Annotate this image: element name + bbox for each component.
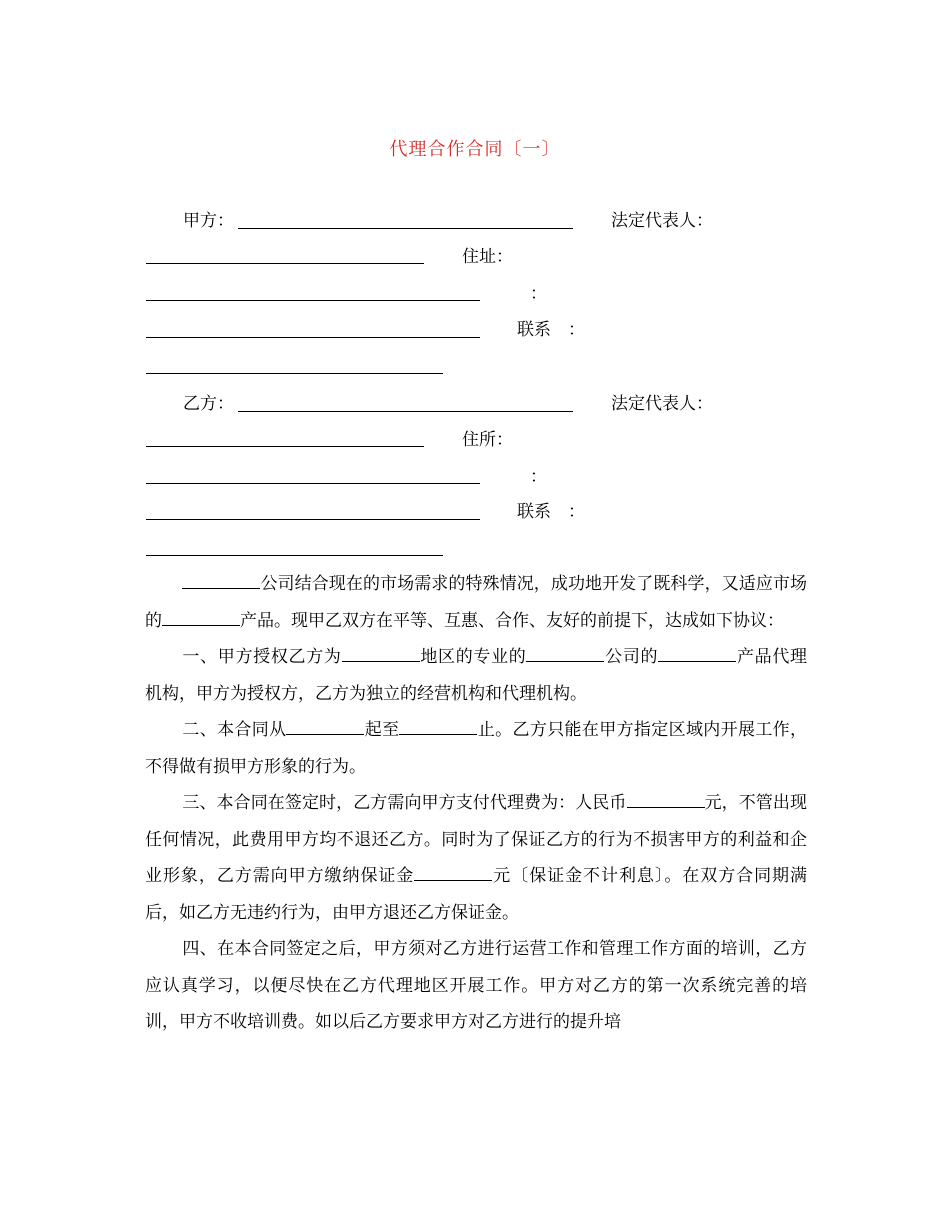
clause-3 (145, 785, 807, 931)
clause-1-text-d: 产品代理机构，甲方为授权方，乙方为独立的经营机构和代理机构。 (145, 647, 808, 704)
party-a-contact-blank (146, 373, 443, 374)
region-blank (342, 645, 420, 662)
clause-2-text-c: 止。乙方只能在甲方指定区域内开展工作，不得做有损甲方形象的行为。 (145, 720, 808, 777)
start-date-blank (286, 718, 364, 735)
intro-text-1: 公司结合现在的市场需求的特殊情况，成功地开发了既科学，又适应市场的 (145, 574, 807, 631)
intro-paragraph (145, 566, 807, 639)
clause-4: 四、在本合同签定之后，甲方须对乙方进行运营工作和管理工作方面的培训，乙方应认真学习，以便尽快在乙方代理地区开展工作。甲方对乙方的第一次系统完善的培训，甲方不收培训费。如以后乙方要求甲方对乙方进行的提升培 (145, 939, 807, 1032)
party-a-rep-blank (146, 263, 424, 264)
party-b-label: 乙方： (183, 394, 234, 414)
party-b-name-blank (238, 411, 573, 412)
party-b-address-blank (146, 483, 480, 484)
intro-text-2: 产品。现甲乙双方在平等、互惠、合作、友好的前提下，达成如下协议： (240, 610, 784, 631)
party-b-address-label: 住所： (462, 430, 513, 450)
clause-3-text-a: 三、本合同在签定时，乙方需向甲方支付代理费为：人民币 (182, 793, 627, 813)
clause-3-text-b: 元，不管出现任何情况，此费用甲方均不退还乙方。同时为了保证乙方的行为不损害甲方的利益和企业形象，乙方需向甲方缴纳保证金 (145, 793, 808, 886)
deposit-blank (414, 864, 492, 881)
end-date-blank (399, 718, 477, 735)
clause-1-text-b: 地区的专业的 (419, 647, 527, 667)
party-b-rep-label: 法定代表人： (611, 394, 713, 414)
company-blank (182, 572, 260, 589)
agency-fee-blank (627, 791, 705, 808)
document-title: 代理合作合同〔一〕 (389, 139, 561, 160)
clause-2-text-a: 二、本合同从 (182, 720, 287, 740)
party-a-label: 甲方： (183, 211, 234, 231)
party-b-colon: ： (530, 467, 547, 487)
party-a-name-blank (238, 228, 573, 229)
party-a-address-blank (146, 300, 480, 301)
product-name-blank (658, 645, 736, 662)
contract-body (145, 566, 807, 1041)
party-a-rep-label: 法定代表人： (611, 211, 713, 231)
clause-3-text-c: 元〔保证金不计利息〕。在双方合同期满后，如乙方无违约行为，由甲方退还乙方保证金。 (145, 866, 808, 923)
clause-1-text-c: 公司的 (604, 647, 659, 667)
product-blank (162, 609, 240, 626)
party-a-address-label: 住址： (462, 247, 513, 267)
party-a-contact-label: 联系 ： (517, 320, 585, 340)
party-a-phone-blank (146, 337, 480, 338)
clause-1-text-a: 一、甲方授权乙方为 (182, 647, 342, 667)
party-a-colon: ： (530, 284, 547, 304)
clause-2 (145, 712, 807, 785)
party-b-contact-label: 联系 ： (517, 502, 585, 522)
clause-2-text-b: 起至 (364, 720, 400, 740)
party-b-contact-blank (146, 555, 443, 556)
party-b-rep-blank (146, 446, 424, 447)
clause-1 (145, 639, 807, 712)
party-b-phone-blank (146, 519, 480, 520)
company-type-blank (526, 645, 604, 662)
